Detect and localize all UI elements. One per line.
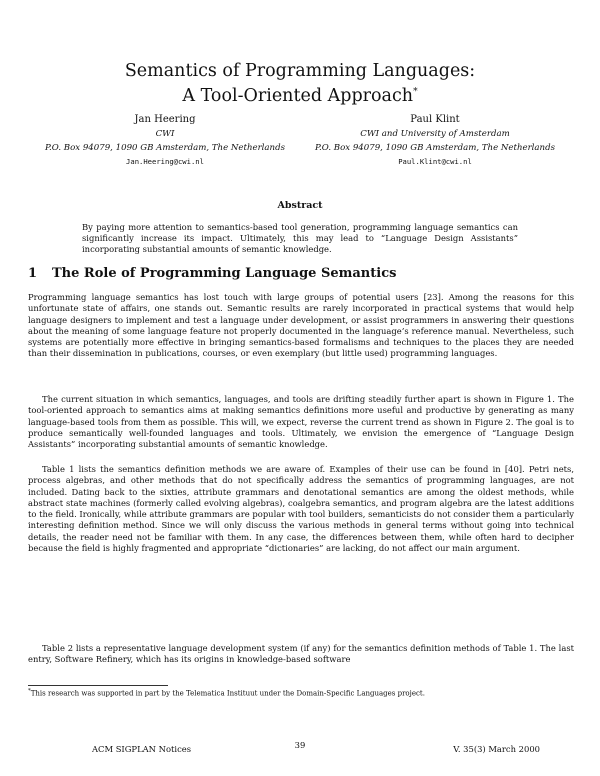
footnote-rule	[28, 685, 168, 686]
author-name: Jan Heering	[134, 114, 196, 125]
author-address: P.O. Box 94079, 1090 GB Amsterdam, The Netherlands	[315, 143, 555, 153]
section-number: 1	[28, 266, 38, 281]
footer-page-number: 39	[294, 740, 306, 750]
body-paragraph-3: Table 1 lists the semantics definition methods we are aware of. Examples of their use can be found in [40]. Petri nets, process algebras, and other methods that do not specifically address the semantics of programming languages, are not included. Dating back to the sixties, attribute grammars and denotational semantics are among the oldest methods, while abstract state machines (formerly called evolving algebras), coalgebra semantics, and program algebra are the latest additions to the field. Ironically, while attribute grammars are popular with tool builders, semanticists do not consider them a particularly interesting definition method. Since we will only discuss the various methods in general terms without going into technical details, the reader need not be familiar with them. In any case, the differences between them, while often hard to decipher because the field is highly fragmented and appropriate “dictionaries” are lacking, do not affect our main argument.	[28, 464, 574, 554]
paper-title-line2-text: A Tool-Oriented Approach	[182, 85, 414, 106]
author-block-heering	[40, 113, 290, 169]
body-paragraph-1: Programming language semantics has lost touch with large groups of potential users [23]. Among the reasons for this unfortunate state of affairs, one stands out. Semantic results are rarely incorporated in practical systems that would help language designers to implement and test a language under development, or assist programmers in answering their questions about the meaning of some language feature not properly documented in the language’s reference manual. Nevertheless, such systems are potentially more effective in bringing semantics-based formalisms and techniques to the places they are needed than their dissemination in publications, courses, or even exemplary (but little used) programming languages.	[28, 292, 574, 359]
body-paragraph-4: Table 2 lists a representative language development system (if any) for the semantics definition methods of Table 1. The last entry, Software Refinery, which has its origins in knowledge-based software	[28, 643, 574, 665]
paper-title-line1: Semantics of Programming Languages:	[124, 61, 476, 81]
section-title: The Role of Programming Language Semantics	[52, 266, 397, 281]
paper-title-line2	[0, 81, 600, 107]
title-footnote-mark: *	[413, 87, 418, 97]
section-heading	[28, 266, 396, 281]
author-email: Paul.Klint@cwi.nl	[398, 157, 472, 166]
footnote-text: This research was supported in part by the Telematica Instituut under the Domain-Specific Languages project.	[30, 689, 425, 698]
author-affiliation: CWI	[155, 129, 175, 139]
footnote-mark: *	[28, 688, 31, 694]
abstract-heading: Abstract	[277, 200, 323, 211]
footer-venue: ACM SIGPLAN Notices	[92, 744, 192, 754]
footer-issue: V. 35(3) March 2000	[453, 744, 540, 754]
author-address: P.O. Box 94079, 1090 GB Amsterdam, The Netherlands	[45, 143, 285, 153]
author-affiliation: CWI and University of Amsterdam	[360, 129, 510, 139]
author-name: Paul Klint	[410, 114, 460, 125]
body-paragraph-2: The current situation in which semantics, languages, and tools are drifting steadily further apart is shown in Figure 1. The tool-oriented approach to semantics aims at making semantics definitions more useful and productive by generating as many language-based tools from them as possible. This will, we expect, reverse the current trend as shown in Figure 2. The goal is to produce semantically well-founded languages and tools. Ultimately, we envision the emergence of “Language Design Assistants” incorporating substantial amounts of semantic knowledge.	[28, 394, 574, 450]
abstract-text: By paying more attention to semantics-based tool generation, programming language semantics can significantly increase its impact. Ultimately, this may lead to “Language Design Assistants” incorporating substantial amounts of semantic knowledge.	[82, 222, 518, 254]
author-block-klint	[300, 113, 570, 169]
author-email: Jan.Heering@cwi.nl	[126, 157, 204, 166]
footnote	[28, 687, 574, 698]
